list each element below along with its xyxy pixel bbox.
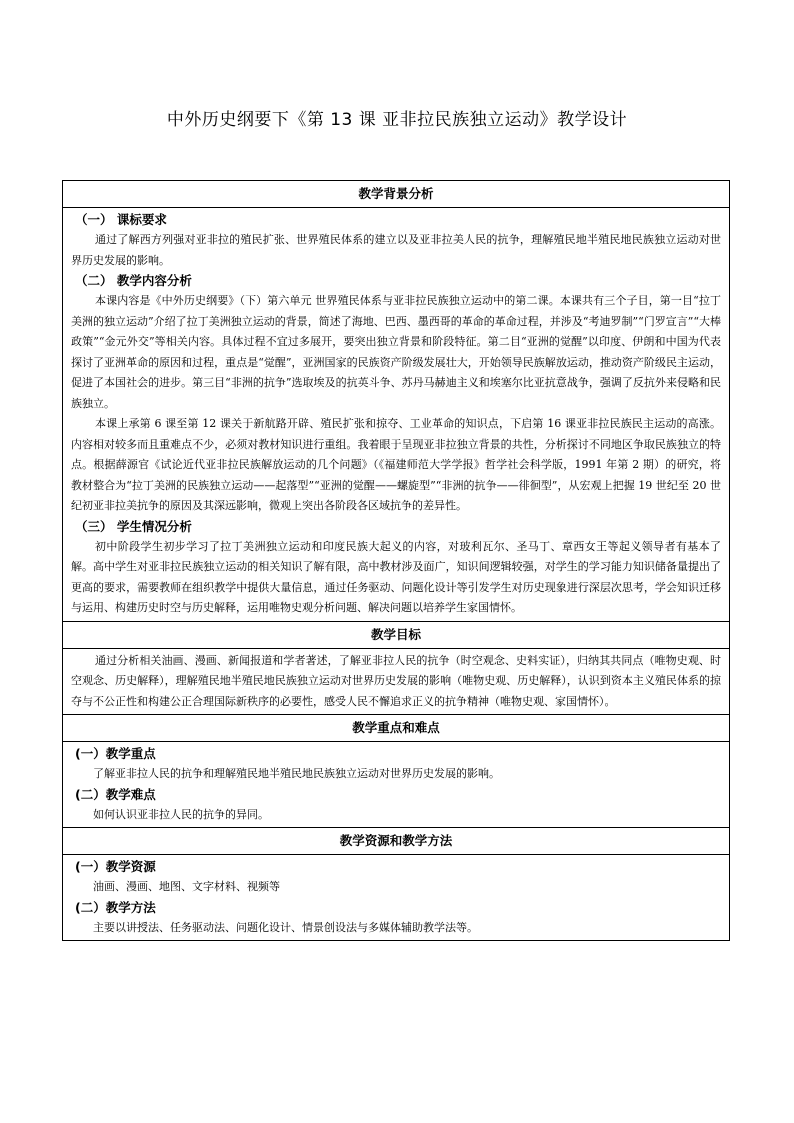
goals-cell	[63, 648, 730, 715]
teaching-design-table	[62, 180, 730, 941]
teaching-methods-text: 主要以讲授法、任务驱动法、问题化设计、情景创设法与多媒体辅助教学法等。	[93, 920, 478, 934]
difficulties-text: 如何认识亚非拉人民的抗争的异同。	[93, 807, 269, 821]
teaching-goals-text: 通过分析相关油画、漫画、新闻报道和学者著述，了解亚非拉人民的抗争（时空观念、史料实证），归纳其共同点（唯物史观、时空观念、历史解释），理解殖民地半殖民地民族独立运动对世界历史发展的影响（唯物史观、历史解释），认识到资本主义殖民体系的掠夺与不公正性和构建公正合理国际新秩序的必要性，感受人民不懈追求正义的抗争精神（唯物史观、家国情怀）。	[71, 653, 721, 708]
student-analysis-text: 初中阶段学生初步学习了拉丁美洲独立运动和印度民族大起义的内容，对玻利瓦尔、圣马丁、章西女王等起义领导者有基本了解。高中学生对亚非拉民族独立运动的相关知识了解有限，高中教材涉及面广，知识间逻辑较强，对学生的学习能力知识储备量提出了更高的要求，需要教师在组织教学中提供大量信息，通过任务驱动、问题化设计等引发学生对历史现象进行深层次思考，学会知识迁移与运用、构建历史时空与历史解释，运用唯物史观分析问题、解决问题以培养学生家国情怀。	[71, 539, 721, 614]
focus-cell	[63, 742, 730, 828]
resources-cell	[63, 855, 730, 941]
key-points-text: 了解亚非拉人民的抗争和理解殖民地半殖民地民族独立运动对世界历史发展的影响。	[93, 767, 500, 780]
student-analysis-title: （三） 学生情况分析	[75, 518, 192, 534]
curriculum-requirements-title: （一） 课标要求	[75, 212, 167, 227]
section-header-focus: 教学重点和难点	[63, 715, 730, 742]
teaching-resources-text: 油画、漫画、地图、文字材料、视频等	[93, 880, 280, 893]
key-points-title: (一）教学重点	[75, 746, 156, 761]
teaching-resources-title: (一）教学资源	[75, 859, 156, 874]
section-header-resources: 教学资源和教学方法	[63, 828, 730, 855]
background-cell	[63, 208, 730, 622]
content-analysis-paragraph-1: 本课内容是《中外历史纲要》（下）第六单元 世界殖民体系与亚非拉民族独立运动中的第二课。本课共有三个子目，第一目“拉丁美洲的独立运动”介绍了拉丁美洲独立运动的背景，简述了海地、巴西、墨西哥的革命的革命过程，并涉及“考迪罗制”“门罗宣言”“大棒政策”“金元外交”等相关内容。具体过程不宜过多展开，要突出独立背景和阶段特征。第二目“亚洲的觉醒”以印度、伊朗和中国为代表探讨了亚洲革命的原因和过程，重点是“觉醒”，亚洲国家的民族资产阶级发展壮大，开始领导民族解放运动，推动资产阶级民主运动，促进了本国社会的进步。第三目“非洲的抗争”选取埃及的抗英斗争、苏丹马赫迪主义和埃塞尔比亚抗意战争，强调了反抗外来侵略和民族独立。	[71, 294, 721, 410]
content-analysis-paragraph-2: 本课上承第 6 课至第 12 课关于新航路开辟、殖民扩张和掠夺、工业革命的知识点，下启第 16 课亚非拉民族民主运动的高涨。内容相对较多而且重难点不少，必须对教材知识进行重组。我着眼于呈现亚非拉独立背景的共性，分析探讨不同地区争取民族独立的特点。根据薛源官《试论近代亚非拉民族解放运动的几个问题》（《福建师范大学学报》哲学社会科学版，1991 年第 2 期）的研究，将教材整合为“拉丁美洲的民族独立运动——起落型”“亚洲的觉醒——螺旋型”“非洲的抗争——徘徊型”，从宏观上把握 19 世纪至 20 世纪初亚非拉美抗争的原因及其深远影响，微观上突出各阶段各区域抗争的差异性。	[71, 417, 721, 512]
difficulties-title: (二）教学难点	[75, 786, 156, 802]
teaching-methods-title: (二）教学方法	[75, 899, 156, 915]
document-title: 中外历史纲要下《第 13 课 亚非拉民族独立运动》教学设计	[166, 110, 628, 130]
curriculum-requirements-text: 通过了解西方列强对亚非拉的殖民扩张、世界殖民体系的建立以及亚非拉美人民的抗争，理解殖民地半殖民地民族独立运动对世界历史发展的影响。	[71, 233, 721, 267]
section-header-background: 教学背景分析	[63, 181, 730, 208]
content-analysis-title: （二） 教学内容分析	[75, 273, 192, 288]
section-header-goals: 教学目标	[63, 621, 730, 648]
